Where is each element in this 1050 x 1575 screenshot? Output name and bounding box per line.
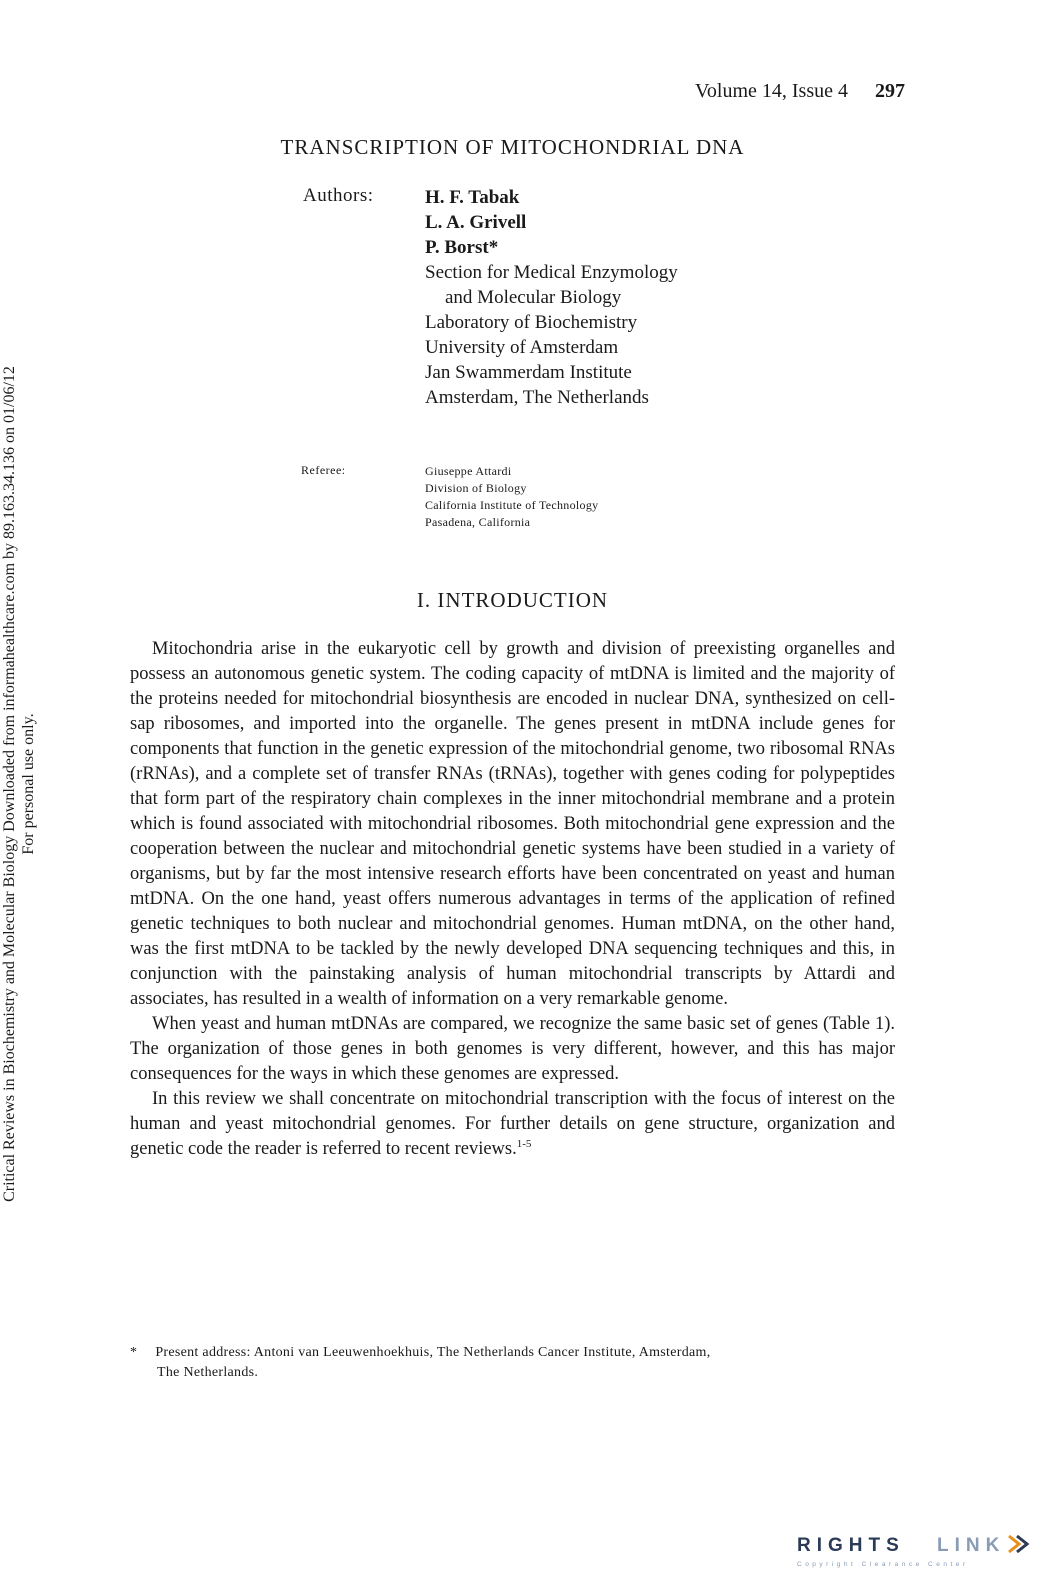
- rightslink-tagline: Copyright Clearance Center: [797, 1561, 969, 1568]
- paragraph-text: In this review we shall concentrate on mitochondrial transcription with the focus of interest on the human and yeast mitochondrial genomes. For further details on gene structure, organization and genetic code the reader is referred to recent reviews.: [130, 1089, 895, 1159]
- referee-block: [425, 463, 598, 531]
- affiliation-line: Jan Swammerdam Institute: [425, 362, 632, 383]
- authors-block: [425, 185, 895, 410]
- referee-line: Giuseppe Attardi: [425, 464, 512, 478]
- rightslink-brand-right: LINK: [937, 1535, 1006, 1556]
- volume-issue: Volume 14, Issue 4: [695, 80, 848, 102]
- download-stamp-line: Critical Reviews in Biochemistry and Molecular Biology Downloaded from informahealthcare.com by 89.163.34.136 on 01/06/12: [1, 366, 18, 1202]
- author-name: P. Borst*: [425, 237, 499, 258]
- paragraph: When yeast and human mtDNAs are compared, we recognize the same basic set of genes (Table 1). The organization of those genes in both genomes is very different, however, and this has major consequences for the ways in which these genomes are expressed.: [130, 1014, 895, 1084]
- article-title: TRANSCRIPTION OF MITOCHONDRIAL DNA: [280, 135, 745, 159]
- body-text: [130, 637, 895, 1162]
- footnote: [130, 1343, 895, 1383]
- rightslink-logo-svg: [795, 1530, 1035, 1570]
- reference-superscript: 1-5: [516, 1137, 532, 1150]
- affiliation-line: Amsterdam, The Netherlands: [425, 387, 649, 408]
- paragraph: [130, 1087, 895, 1162]
- rightslink-logo[interactable]: [795, 1530, 1035, 1570]
- footnote-continuation: The Netherlands.: [157, 1365, 259, 1380]
- footnote-text: Present address: Antoni van Leeuwenhoekhuis, The Netherlands Cancer Institute, Amsterdam,: [155, 1345, 711, 1360]
- referee-line: California Institute of Technology: [425, 498, 599, 512]
- page-number: 297: [875, 80, 905, 102]
- paragraph: Mitochondria arise in the eukaryotic cell by growth and division of preexisting organelles and possess an autonomous genetic system. The coding capacity of mtDNA is limited and the majority of the proteins needed for mitochondrial biosynthesis are encoded in nuclear DNA, synthesized on cell-sap ribosomes, and imported into the organelle. The genes present in mtDNA include genes for components that function in the genetic expression of the mitochondrial genome, two ribosomal RNAs (rRNAs), and a complete set of transfer RNAs (tRNAs), together with genes coding for polypeptides that form part of the respiratory chain complexes in the inner mitochondrial membrane and a protein which is found associated with mitochondrial ribosomes. Both mitochondrial gene expression and the cooperation between the nuclear and mitochondrial genetic systems have been studied in a variety of organisms, but by far the most intensive research efforts have been concentrated on yeast and human mtDNA. On the one hand, yeast offers numerous advantages in terms of the application of refined genetic techniques to both nuclear and mitochondrial genomes. Human mtDNA, on the other hand, was the first mtDNA to be tackled by the newly developed DNA sequencing techniques and this, in conjunction with the painstaking analysis of human mitochondrial transcripts by Attardi and associates, has resulted in a wealth of information on a very remarkable genome.: [130, 639, 895, 1009]
- affiliation-line: Section for Medical Enzymology: [425, 262, 678, 283]
- affiliation-line: and Molecular Biology: [445, 287, 622, 308]
- footnote-marker: *: [130, 1345, 138, 1360]
- affiliation-line: Laboratory of Biochemistry: [425, 312, 638, 333]
- running-header: [600, 80, 905, 103]
- referee-label: Referee:: [301, 463, 346, 477]
- affiliation-line: University of Amsterdam: [425, 337, 619, 358]
- download-stamp-line: For personal use only.: [20, 713, 37, 855]
- author-name: H. F. Tabak: [425, 187, 520, 208]
- referee-line: Division of Biology: [425, 481, 527, 495]
- authors-label: Authors:: [303, 185, 374, 206]
- author-name: L. A. Grivell: [425, 212, 527, 233]
- section-heading: I. INTRODUCTION: [416, 588, 609, 612]
- download-stamp: [0, 345, 52, 1223]
- rightslink-brand-left: RIGHTS: [797, 1535, 905, 1556]
- referee-line: Pasadena, California: [425, 515, 531, 529]
- rightslink-chevron-icon: [1009, 1536, 1019, 1552]
